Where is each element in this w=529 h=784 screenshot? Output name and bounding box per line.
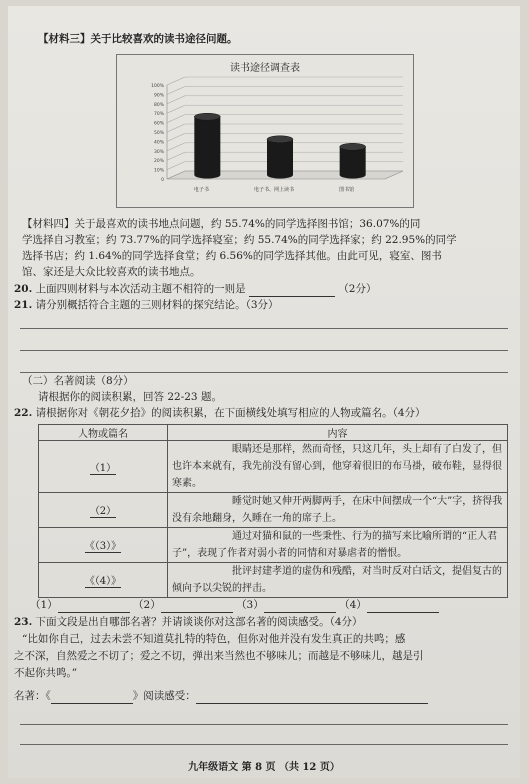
q23-quote-line-2: 之不深，自然爱之不切了；爱之不切，弹出来当然也不够味儿；而越是不够味儿，越是引	[14, 650, 424, 662]
material3-label: 【材料三】	[38, 33, 91, 45]
chart-x-tick-label: 电子书	[193, 187, 209, 193]
row1-content: 眼睛还是那样，然而奇怪，只这几年，头上却有了白发了，但也许本来就有，我先前没有留心到，他穿着很旧的布马褂，破布鞋，显得很寒素。	[168, 441, 508, 493]
q21-number: 21.	[14, 299, 33, 311]
chart-bar-base	[267, 172, 293, 179]
q22-answer-blanks	[30, 598, 439, 613]
chart-grid-slant	[167, 152, 185, 160]
row1-name-cell[interactable]	[39, 441, 168, 493]
q21-answer-line-2[interactable]	[20, 350, 508, 351]
answer-label-2: （2）	[133, 599, 161, 611]
chart-title: 读书途径调查表	[230, 63, 300, 74]
chart-y-tick-label: 30%	[153, 149, 164, 155]
chart-y-tick-label: 40%	[153, 140, 164, 146]
chart-grid-slant	[167, 124, 185, 132]
chart-grid-slant	[167, 133, 185, 141]
q23-answer-line-2[interactable]	[20, 744, 508, 745]
section2-intro: 请根据你的阅读积累，回答 22-23 题。	[38, 391, 222, 403]
q21-text: 请分别概括符合主题的三则材料的探究结论。（3分）	[35, 299, 279, 311]
q20-score: （2分）	[338, 283, 377, 295]
q23-text: 下面文段是出自哪部名著？并请谈谈你对这部名著的阅读感受。（4分）	[35, 616, 363, 628]
answer-label-4: （4）	[339, 599, 367, 611]
q22-header-content: 内容	[168, 425, 508, 441]
page-footer: 九年级语文 第 8 页 （共 12 页）	[188, 762, 340, 773]
chart-grid-slant	[167, 96, 185, 104]
chart-y-tick-label: 100%	[151, 84, 164, 89]
chart-grid-slant	[167, 77, 185, 85]
material4-line-4: 馆、家还是大众比较喜欢的读书地点。	[22, 266, 201, 278]
chart-bar	[194, 117, 220, 175]
material3-line	[38, 32, 238, 46]
chart-grid-slant	[167, 162, 185, 170]
table-row	[39, 493, 508, 528]
chart-y-tick-label: 50%	[153, 131, 164, 136]
q23-book-name-blank[interactable]	[51, 689, 133, 704]
chart-bar-base	[194, 172, 220, 179]
material4-line-3: 选择书店；约 1.64%的同学选择食堂；约 6.56%的同学选择其他。由此可见，寝室、图书	[22, 250, 442, 262]
question-21	[14, 298, 279, 312]
q23-answer-row	[14, 689, 428, 704]
q22-header-name: 人物或篇名	[39, 425, 168, 441]
chart-bar-top	[340, 143, 366, 150]
chart-bar	[267, 139, 293, 175]
q23-answer-line-1[interactable]	[20, 724, 508, 725]
table-row	[39, 528, 508, 563]
answer-blank-2[interactable]	[161, 598, 233, 613]
chart-grid-slant	[167, 105, 185, 113]
q23-feeling-label: 》阅读感受：	[132, 690, 196, 702]
question-23	[14, 615, 363, 629]
row1-name: （1）	[90, 459, 116, 475]
chart-bar-top	[194, 113, 220, 120]
chart-grid-slant	[167, 86, 185, 94]
chart-y-tick-label: 20%	[153, 159, 164, 165]
exam-page	[8, 6, 520, 778]
chart-y-tick-label: 90%	[153, 93, 164, 99]
q20-number: 20.	[14, 283, 33, 295]
row3-content: 通过对猫和鼠的一些秉性、行为的描写来比喻所谓的“正人君子”，表现了作者对弱小者的同情和对暴虐者的憎恨。	[168, 528, 508, 563]
material4-line-1: 【材料四】关于最喜欢的读书地点问题，约 55.74%的同学选择图书馆；36.07%的同	[22, 218, 421, 230]
q21-answer-line-3[interactable]	[20, 372, 508, 373]
answer-label-3: （3）	[236, 599, 264, 611]
chart-grid-slant	[167, 143, 185, 151]
q23-quote-line-1: “比如你自己，过去未尝不知道莫扎特的特色，但你对他并没有发生真正的共鸣；感	[22, 633, 406, 645]
q23-feeling-blank[interactable]	[196, 689, 428, 704]
row2-name-cell[interactable]	[39, 493, 168, 528]
q22-table	[38, 424, 508, 598]
chart-y-tick-label: 70%	[153, 112, 164, 118]
chart-grid-slant	[167, 115, 185, 123]
answer-label-1: （1）	[30, 599, 58, 611]
chart-svg	[117, 55, 413, 207]
chart-x-tick-label: 图书馆	[339, 187, 355, 193]
chart-y-tick-label: 80%	[153, 102, 164, 108]
reading-survey-chart	[116, 54, 414, 208]
q22-text: 请根据你对《朝花夕拾》的阅读积累，在下面横线处填写相应的人物或篇名。（4分）	[35, 407, 426, 419]
q20-text: 上面四则材料与本次活动主题不相符的一则是	[35, 283, 246, 295]
q22-number: 22.	[14, 407, 33, 419]
question-20	[14, 282, 377, 297]
material3-text: 关于比较喜欢的读书途径问题。	[90, 33, 238, 45]
section2-title: （二）名著阅读（8分）	[22, 375, 134, 387]
q23-quote-line-3: 不起你共鸣。”	[14, 667, 78, 679]
row2-name: （2）	[90, 502, 116, 518]
row4-name: 《（4）》	[85, 572, 121, 588]
chart-y-tick-label: 60%	[153, 121, 164, 127]
row3-name-cell[interactable]	[39, 528, 168, 563]
answer-blank-4[interactable]	[367, 598, 439, 613]
row4-name-cell[interactable]	[39, 563, 168, 598]
chart-bar	[340, 147, 366, 175]
row4-content: 批评封建孝道的虚伪和残酷，对当时反对白话文，提倡复古的倾向予以尖锐的抨击。	[168, 563, 508, 598]
chart-bar-base	[340, 172, 366, 179]
q23-number: 23.	[14, 616, 33, 628]
table-row	[39, 563, 508, 598]
chart-y-tick-label: 10%	[153, 168, 164, 174]
chart-bar-top	[267, 136, 293, 143]
chart-y-tick-label: 0	[161, 178, 164, 183]
chart-x-tick-label: 电子书、网上读书	[253, 187, 295, 193]
question-22	[14, 406, 426, 420]
q20-answer-blank[interactable]	[249, 282, 335, 297]
answer-blank-3[interactable]	[264, 598, 336, 613]
row2-content: 睡觉时她又伸开两脚两手，在床中间摆成一个“大”字，挤得我没有余地翻身，久睡在一角的席子上。	[168, 493, 508, 528]
answer-blank-1[interactable]	[58, 598, 130, 613]
row3-name: 《（3）》	[85, 537, 121, 553]
table-row	[39, 441, 508, 493]
material4-line-2: 学选择自习教室；约 73.77%的同学选择寝室；约 55.74%的同学选择家；约 22.95%的同学	[22, 234, 457, 246]
q23-name-label: 名著：《	[14, 690, 51, 702]
q21-answer-line-1[interactable]	[20, 328, 508, 329]
